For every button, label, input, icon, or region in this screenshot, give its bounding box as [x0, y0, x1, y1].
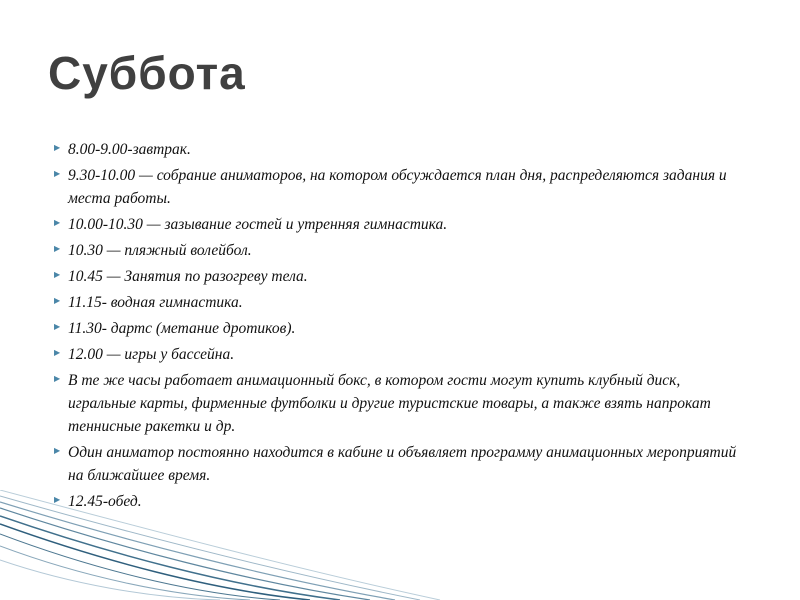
list-item-text: 12.45-обед.	[68, 493, 142, 510]
list-item-text: 10.45 — Занятия по разогреву тела.	[68, 268, 308, 285]
bullet-arrow-icon: ▶	[54, 218, 61, 227]
list-item	[54, 317, 744, 340]
bullet-arrow-icon: ▶	[54, 348, 61, 357]
list-item	[54, 343, 744, 366]
slide-title: Суббота	[48, 47, 246, 99]
bullet-arrow-icon: ▶	[54, 322, 61, 331]
bullet-arrow-icon: ▶	[54, 270, 61, 279]
corner-wave-decoration	[0, 490, 800, 600]
list-item	[54, 213, 744, 236]
list-item	[54, 164, 744, 210]
bullet-arrow-icon: ▶	[54, 296, 61, 305]
list-item-text: 9.30-10.00 — собрание аниматоров, на котором обсуждается план дня, распределяются задания и места работы.	[68, 167, 727, 207]
list-item	[54, 291, 744, 314]
bullet-arrow-icon: ▶	[54, 374, 61, 383]
list-item-text: 11.30- дартс (метание дротиков).	[68, 320, 296, 337]
bullet-arrow-icon: ▶	[54, 446, 61, 455]
list-item-text: Один аниматор постоянно находится в кабине и объявляет программу анимационных мероприятий на ближайшее время.	[68, 444, 737, 484]
list-item	[54, 369, 744, 438]
list-item-text: 10.00-10.30 — зазывание гостей и утренняя гимнастика.	[68, 216, 448, 233]
list-item	[54, 239, 744, 262]
list-item	[54, 265, 744, 288]
list-item-text: 11.15- водная гимнастика.	[68, 294, 243, 311]
list-item-text: 12.00 — игры у бассейна.	[68, 346, 235, 363]
bullet-arrow-icon: ▶	[54, 169, 61, 178]
bullet-arrow-icon: ▶	[54, 143, 61, 152]
bullet-arrow-icon: ▶	[54, 244, 61, 253]
list-item	[54, 138, 744, 161]
list-item-text: 8.00-9.00-завтрак.	[68, 141, 191, 158]
list-item-text: В те же часы работает анимационный бокс, в котором гости могут купить клубный диск, игральные карты, фирменные футболки и другие туристские товары, а также взять напрокат теннисные ракетки и др.	[68, 372, 711, 435]
list-item-text: 10.30 — пляжный волейбол.	[68, 242, 252, 259]
bullet-list	[54, 138, 744, 516]
bullet-arrow-icon: ▶	[54, 495, 61, 504]
list-item	[54, 441, 744, 487]
